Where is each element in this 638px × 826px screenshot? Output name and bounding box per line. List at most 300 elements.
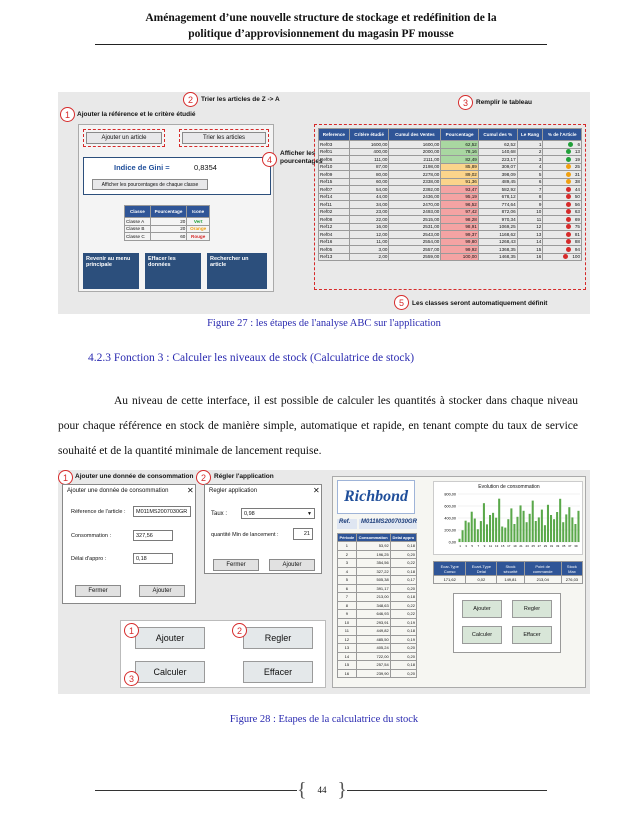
table-cell: 293,91 (356, 618, 390, 627)
consumption-bar (513, 524, 515, 542)
sort-articles-button[interactable]: Trier les articles (182, 132, 266, 144)
table-cell: 1268,43 (478, 238, 517, 246)
table-row (319, 253, 582, 261)
close-button[interactable]: Fermer (213, 559, 259, 571)
footer-rule-left (95, 790, 297, 791)
class-a: Classe A (125, 218, 151, 226)
stats-header-cell: Stock sécurité (497, 562, 524, 576)
step-4-marker: 4 (262, 152, 277, 167)
consumption-bar (568, 507, 570, 542)
table-cell: 111,00 (349, 156, 389, 164)
add-consumption-dialog (62, 484, 196, 604)
table-cell (543, 141, 582, 149)
x-tick-label: 35 (562, 544, 566, 548)
annotation-auto-classes: Les classes seront automatiquement définit (412, 300, 548, 307)
table-row (319, 163, 582, 171)
table-row (338, 635, 417, 644)
consumption-bar (577, 511, 579, 542)
sheet-add-button[interactable]: Ajouter (462, 600, 502, 618)
consumption-header-cell: Période (338, 534, 357, 542)
table-cell: 95,19 (441, 193, 479, 201)
class-c-percent[interactable]: 60 (150, 233, 187, 241)
table-cell: 1600,00 (389, 141, 441, 149)
abc-header-cell: Cumul des % (478, 129, 517, 141)
table-row (338, 550, 417, 559)
sheet-calculate-button[interactable]: Calculer (462, 626, 502, 644)
table-row (319, 201, 582, 209)
consumption-header-cell: Delai appro (390, 534, 416, 542)
consumption-bar (498, 499, 500, 542)
table-cell: 2531,00 (389, 223, 441, 231)
table-row (338, 559, 417, 568)
table-cell: 239,90 (356, 669, 390, 678)
table-cell: 7 (517, 186, 543, 194)
annotation-sort: Trier les articles de Z -> A (201, 96, 280, 103)
table-cell: 100,00 (441, 253, 479, 261)
chart-title: Evolution de consommation (478, 484, 540, 490)
consumption-bar (529, 514, 531, 542)
consumption-bar (565, 514, 567, 542)
table-cell: 16 (338, 669, 357, 678)
settings-button[interactable]: Regler (243, 627, 313, 649)
table-cell: 678,12 (478, 193, 517, 201)
table-cell-value: 6 (577, 141, 580, 147)
class-indicator-icon (566, 164, 571, 169)
table-cell: 80,00 (349, 171, 389, 179)
table-cell: 0,22 (390, 601, 416, 610)
x-tick-label: 11 (488, 544, 493, 548)
abc-header-cell: Le Rang (517, 129, 543, 141)
table-cell: Ref10 (319, 163, 350, 171)
x-tick-label: 9 (483, 544, 486, 548)
table-cell-value: 63 (574, 209, 580, 215)
table-cell: Ref01 (319, 148, 350, 156)
gini-label: Indice de Gini = (114, 163, 170, 172)
table-cell: 6 (338, 584, 357, 593)
table-cell-value: 81 (574, 231, 580, 237)
table-row (338, 542, 417, 551)
stats-value-cell: 276,03 (561, 576, 582, 584)
table-cell (543, 238, 582, 246)
table-cell: 3 (338, 559, 357, 568)
header-rule (95, 44, 547, 45)
table-cell: Ref06 (319, 156, 350, 164)
gini-box (83, 157, 271, 195)
richbond-logo (337, 480, 415, 514)
table-cell: 0,18 (390, 661, 416, 670)
stats-header-cell: Stock Max (561, 562, 582, 576)
table-cell: 85,89 (441, 163, 479, 171)
table-cell: Ref02 (319, 208, 350, 216)
x-tick-label: 1 (459, 544, 461, 548)
class-b-percent[interactable]: 20 (150, 225, 187, 233)
x-tick-label: 3 (465, 544, 467, 548)
table-cell: 213,00 (356, 593, 390, 602)
table-cell-value: 31 (574, 171, 580, 177)
qty-label: quantité Min de lancement : (211, 532, 279, 538)
consumption-bar (550, 515, 552, 542)
table-cell: 0,18 (390, 542, 416, 551)
table-cell (543, 223, 582, 231)
icon-header: Icone (187, 206, 210, 218)
table-cell: 140,68 (478, 148, 517, 156)
table-cell: 2470,00 (389, 201, 441, 209)
close-button[interactable]: Fermer (75, 585, 121, 597)
consumption-bar (532, 501, 534, 542)
consumption-bar (474, 519, 476, 542)
table-cell (543, 156, 582, 164)
consumption-bar (477, 529, 479, 542)
step-5-marker: 5 (394, 295, 409, 310)
table-cell: 99,80 (441, 238, 479, 246)
stats-header-cell: Ecar-Type Conso (434, 562, 466, 576)
table-cell: Ref11 (319, 201, 350, 209)
table-cell: 2515,00 (389, 216, 441, 224)
x-tick-label: 31 (549, 544, 554, 548)
table-cell: 91,36 (441, 178, 479, 186)
table-cell: 14 (338, 652, 357, 661)
y-tick-label: 0,00 (448, 540, 456, 545)
x-tick-label: 27 (537, 544, 541, 548)
stats-header-cell: Ecart-Type Delai (466, 562, 497, 576)
x-tick-label: 33 (555, 544, 560, 548)
table-cell: 398,09 (478, 171, 517, 179)
consumption-bar (507, 519, 509, 542)
consumption-bar (459, 539, 461, 542)
consumption-bar (574, 524, 576, 542)
table-cell: 5 (517, 171, 543, 179)
delai-input[interactable]: 0,18 (133, 553, 173, 564)
x-tick-label: 13 (494, 544, 499, 548)
table-cell: 10 (338, 618, 357, 627)
x-tick-label: 37 (568, 544, 572, 548)
consumption-bar (468, 522, 470, 542)
table-cell: 348,63 (356, 601, 390, 610)
consumption-bar (501, 527, 503, 542)
table-cell: 15 (338, 661, 357, 670)
abc-header-cell: Critère étudié (349, 129, 389, 141)
table-cell-value: 100 (572, 254, 580, 260)
x-tick-label: 25 (531, 544, 535, 548)
consumption-bar (559, 499, 561, 542)
table-cell: Ref16 (319, 238, 350, 246)
table-cell: 1468,35 (478, 253, 517, 261)
table-cell: 223,17 (478, 156, 517, 164)
class-indicator-icon (566, 217, 571, 222)
class-indicator-icon (566, 187, 571, 192)
consumption-bar (541, 510, 543, 542)
class-a-icon: Vert (187, 218, 210, 226)
sheet-settings-button[interactable]: Regler (512, 600, 552, 618)
table-cell (543, 253, 582, 261)
table-cell: 62,52 (478, 141, 517, 149)
class-indicator-icon (566, 209, 571, 214)
class-c-icon: Rouge (187, 233, 210, 241)
x-tick-label: 21 (519, 544, 523, 548)
table-cell (543, 186, 582, 194)
table-cell: 196,25 (356, 550, 390, 559)
table-cell: 582,92 (478, 186, 517, 194)
table-row (338, 669, 417, 678)
table-row (319, 246, 582, 254)
table-cell: 98,28 (441, 216, 479, 224)
table-row (338, 644, 417, 653)
class-a-percent[interactable]: 20 (150, 218, 187, 226)
table-cell: Ref09 (319, 171, 350, 179)
table-cell: 0,17 (390, 576, 416, 585)
header-line-2: politique d’approvisionnement du magasin PF mousse (188, 28, 454, 40)
y-tick-label: 400,00 (444, 516, 456, 521)
table-row (338, 652, 417, 661)
body-paragraph: Au niveau de cette interface, il est possible de calculer les quantités à stocker dans chaque niveau pour chaque référence en stock de manière simple, automatique et rapide, en tenant compte du taux de service souhaité et de la quantité minimale de lancement requise. (58, 395, 578, 457)
table-cell-value: 69 (574, 216, 580, 222)
table-cell: 8 (338, 601, 357, 610)
x-tick-label: 39 (574, 544, 578, 548)
clear-button[interactable]: Effacer (243, 661, 313, 683)
table-cell: 16 (517, 253, 543, 261)
table-cell: Ref13 (319, 253, 350, 261)
abc-table (318, 128, 582, 261)
table-cell: 970,34 (478, 216, 517, 224)
table-cell: 309,07 (478, 163, 517, 171)
table-cell: 2 (338, 550, 357, 559)
step-3-marker: 3 (458, 95, 473, 110)
class-indicator-icon (566, 202, 571, 207)
table-cell: Ref03 (319, 141, 350, 149)
ref-label: Réference de l'article : (71, 509, 126, 515)
show-percentages-button[interactable]: Afficher les pourcentages de chaque classe (92, 179, 208, 190)
table-row (338, 593, 417, 602)
table-cell: 13 (517, 231, 543, 239)
table-row (338, 627, 417, 636)
table-cell: 1 (338, 542, 357, 551)
table-cell: 391,17 (356, 584, 390, 593)
table-row (319, 231, 582, 239)
table-cell: 97,42 (441, 208, 479, 216)
table-cell: 1368,35 (478, 246, 517, 254)
table-cell: 2000,00 (389, 148, 441, 156)
table-cell: 354,56 (356, 559, 390, 568)
table-cell (543, 163, 582, 171)
table-cell: 1600,00 (349, 141, 389, 149)
table-cell (543, 208, 582, 216)
search-article-button[interactable]: Rechercher un article (207, 253, 267, 289)
table-row (338, 584, 417, 593)
add-button[interactable]: Ajouter (269, 559, 315, 571)
abc-header-cell: Cumul des Ventes (389, 129, 441, 141)
abc-header-cell: % de l'Article (543, 129, 582, 141)
table-row (338, 601, 417, 610)
consumption-table (337, 533, 417, 678)
table-cell (543, 178, 582, 186)
table-cell: 0,20 (390, 550, 416, 559)
table-row (338, 567, 417, 576)
consumption-input[interactable]: 327,56 (133, 530, 173, 541)
table-cell-value: 50 (574, 194, 580, 200)
table-cell: 0,22 (390, 610, 416, 619)
x-tick-label: 19 (513, 544, 517, 548)
taux-select[interactable] (241, 508, 315, 519)
table-cell: 2559,00 (389, 253, 441, 261)
class-c: Classe C (125, 233, 151, 241)
back-to-menu-button[interactable]: Revenir au menu principale (83, 253, 139, 289)
table-cell: 22,00 (349, 216, 389, 224)
consumption-bar (553, 519, 555, 542)
annotation-add-consumption: Ajouter une donnée de consommation (75, 473, 194, 480)
table-cell (543, 171, 582, 179)
table-cell: 23,00 (349, 208, 389, 216)
section-heading (88, 352, 414, 364)
table-cell (543, 216, 582, 224)
table-cell: 87,00 (349, 163, 389, 171)
table-cell: 0,18 (390, 593, 416, 602)
qty-input[interactable]: 21 (293, 528, 313, 540)
table-cell: 0,20 (390, 669, 416, 678)
y-tick-label: 800,00 (444, 492, 456, 497)
class-indicator-icon (566, 179, 571, 184)
consumption-bar (516, 517, 518, 542)
table-cell: Ref15 (319, 178, 350, 186)
table-row (338, 618, 417, 627)
table-cell (543, 201, 582, 209)
consumption-bar (571, 517, 573, 542)
logo-text: Richbond (343, 488, 408, 505)
annotation-add-reference: Ajouter la référence et le critère étudié (77, 111, 196, 118)
close-icon[interactable]: ✕ (187, 486, 194, 495)
consumption-bar (562, 522, 564, 542)
table-cell: 6 (517, 178, 543, 186)
table-cell: 327,22 (356, 567, 390, 576)
class-indicator-icon (566, 247, 571, 252)
fig28-step-1b-marker: 1 (124, 623, 139, 638)
table-row (319, 223, 582, 231)
table-cell: 2557,00 (389, 246, 441, 254)
table-cell: 12 (338, 635, 357, 644)
annotation-settings: Régler l'application (214, 473, 274, 480)
class-indicator-icon (568, 142, 573, 147)
x-tick-label: 29 (543, 544, 548, 548)
table-cell: 0,18 (390, 627, 416, 636)
table-cell: 7 (338, 593, 357, 602)
table-cell: 0,18 (390, 567, 416, 576)
settings-dialog (204, 484, 322, 574)
table-cell: 99,92 (441, 246, 479, 254)
table-cell: 11 (338, 627, 357, 636)
add-button[interactable]: Ajouter (135, 627, 205, 649)
table-cell: Ref04 (319, 231, 350, 239)
page-number-box (297, 776, 347, 804)
table-row (319, 178, 582, 186)
consumption-bar (471, 512, 473, 542)
figure-28-caption: Figure 28 : Etapes de la calculatrice du stock (229, 714, 419, 725)
table-cell: 400,00 (349, 148, 389, 156)
table-cell-value: 19 (574, 156, 580, 162)
consumption-bar (523, 511, 525, 542)
calculate-button[interactable]: Calculer (135, 661, 205, 683)
annotation-show-percentages: Afficher les pourcentages (280, 150, 323, 165)
x-tick-label: 17 (507, 544, 511, 548)
add-article-button[interactable]: Ajouter un article (86, 132, 162, 144)
add-button[interactable]: Ajouter (139, 585, 185, 597)
ref-input[interactable]: M011MS2007030GR (133, 506, 191, 517)
table-cell: 13 (338, 644, 357, 653)
consumption-bar (538, 517, 540, 542)
table-cell: 54,00 (349, 186, 389, 194)
dialog-1-title: Ajouter une donnée de consommation (67, 488, 169, 494)
table-row (319, 216, 582, 224)
consumption-bar (483, 503, 485, 542)
table-cell: 34,00 (349, 201, 389, 209)
table-cell: Ref07 (319, 186, 350, 194)
x-tick-label: 7 (477, 544, 480, 548)
table-row (319, 186, 582, 194)
table-cell-value: 94 (574, 246, 580, 252)
class-indicator-icon (566, 232, 571, 237)
ref-value: M011MS2007030GR (359, 519, 417, 529)
stats-value-cell: 149,81 (497, 576, 524, 584)
left-brace-icon: { (297, 778, 307, 801)
stats-value-cell: 213,04 (524, 576, 561, 584)
table-cell: 2543,00 (389, 231, 441, 239)
class-b: Classe B (125, 225, 151, 233)
page-number: 44 (317, 785, 327, 795)
close-icon[interactable]: ✕ (313, 486, 320, 495)
stats-header-cell: Point de commande (524, 562, 561, 576)
table-cell: 489,45 (478, 178, 517, 186)
annotation-fill-table: Remplir le tableau (476, 99, 532, 106)
table-cell: Ref12 (319, 223, 350, 231)
table-cell: 53,92 (356, 542, 390, 551)
table-cell: 10 (517, 208, 543, 216)
table-cell: 3,00 (349, 246, 389, 254)
table-cell: 646,93 (356, 610, 390, 619)
table-cell: 1 (517, 141, 543, 149)
stock-calculator-sheet (332, 476, 586, 688)
sheet-clear-button[interactable]: Effacer (512, 626, 552, 644)
table-cell: 2493,00 (389, 208, 441, 216)
figure-27-caption: Figure 27 : les étapes de l'analyse ABC sur l'application (207, 318, 441, 329)
dialog-2-title: Regler application (209, 488, 258, 494)
table-row (338, 661, 417, 670)
table-cell: 9 (338, 610, 357, 619)
table-cell (543, 148, 582, 156)
table-cell: Ref05 (319, 246, 350, 254)
y-tick-label: 200,00 (444, 528, 456, 533)
right-brace-icon: } (337, 778, 347, 801)
class-indicator-icon (566, 224, 571, 229)
consumption-bar (556, 512, 558, 542)
table-cell: 485,50 (356, 635, 390, 644)
header-line-1: Aménagement d’une nouvelle structure de stockage et redéfinition de la (145, 12, 497, 24)
table-row (319, 193, 582, 201)
table-cell: 82,49 (441, 156, 479, 164)
taux-label: Taux : (211, 511, 228, 517)
consumption-header-cell: Consommation (356, 534, 390, 542)
table-cell: 4 (338, 567, 357, 576)
class-indicator-icon (566, 172, 571, 177)
table-cell: 505,38 (356, 576, 390, 585)
consumption-bar (520, 505, 522, 542)
clear-data-button[interactable]: Effacer les données (145, 253, 201, 289)
footer-rule-right (347, 790, 547, 791)
table-row (319, 208, 582, 216)
consumption-bar (504, 528, 506, 542)
table-cell: 449,82 (356, 627, 390, 636)
step-1-marker: 1 (60, 107, 75, 122)
consumption-bar (465, 521, 467, 542)
section-number: 4.2.3 (88, 352, 111, 364)
figure-28 (58, 470, 590, 694)
